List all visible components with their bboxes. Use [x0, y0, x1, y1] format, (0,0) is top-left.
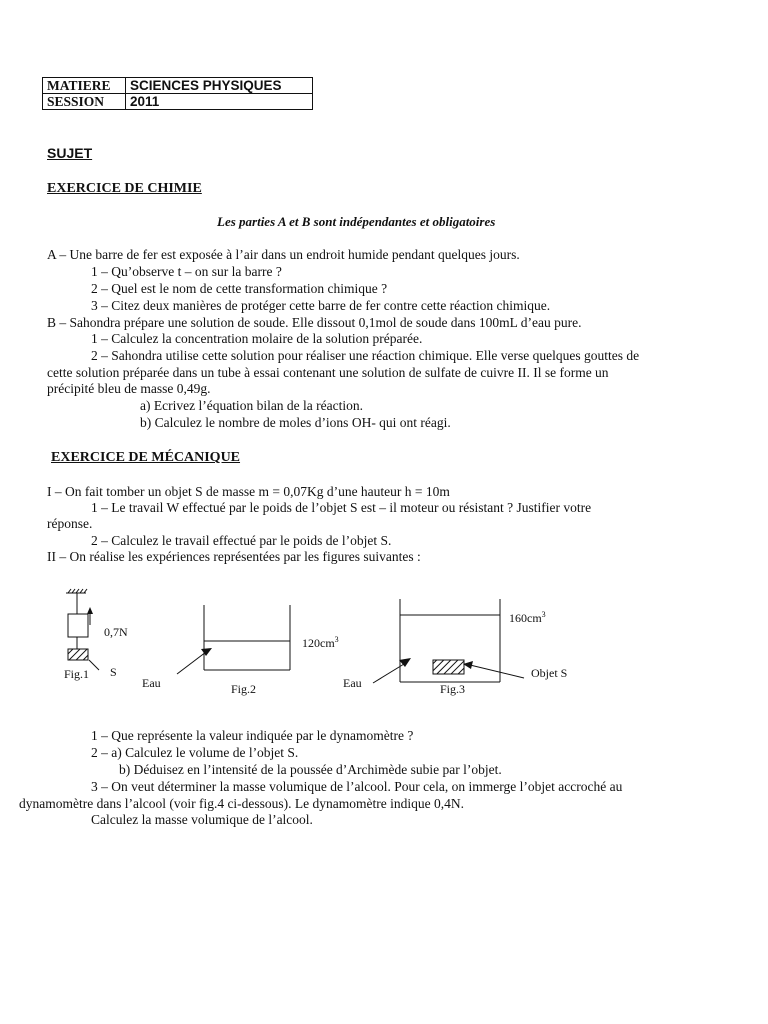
- chimie-line-b2a: a) Ecrivez l’équation bilan de la réaction.: [140, 398, 364, 413]
- fig1-caption: Fig.1: [64, 667, 90, 681]
- fig3-water-label: Eau: [343, 676, 362, 690]
- fig1-dynamometer: [66, 589, 99, 670]
- fig2-water-label: Eau: [142, 676, 161, 690]
- meca-question-2a: 2 – a) Calculez le volume de l’objet S.: [91, 745, 299, 760]
- chimie-title: EXERCICE DE CHIMIE: [47, 181, 202, 196]
- chimie-line-a3: 3 – Citez deux manières de protéger cette barre de fer contre cette réaction chimique.: [91, 298, 551, 313]
- fig1-object-label: S: [110, 665, 117, 679]
- fig2-caption: Fig.2: [231, 682, 257, 696]
- fig2-beaker: [177, 605, 290, 674]
- meca-question-1: 1 – Que représente la valeur indiquée par le dynamomètre ?: [91, 728, 414, 743]
- meca-question-3: 3 – On veut déterminer la masse volumique de l’alcool. Pour cela, on immerge l’objet accroché au: [91, 779, 623, 794]
- fig2-volume-label: $120cm^3$: [302, 635, 339, 650]
- chimie-line-b1: 1 – Calculez la concentration molaire de la solution préparée.: [91, 331, 423, 346]
- fig3-caption: Fig.3: [440, 682, 466, 696]
- matiere-label: MATIERE: [43, 78, 126, 94]
- fig3-volume-label: $160cm^3$: [509, 610, 546, 625]
- chimie-line-a1: 1 – Qu’observe t – on sur la barre ?: [91, 264, 282, 279]
- session-value: 2011: [126, 94, 313, 110]
- meca-question-3-final: Calculez la masse volumique de l’alcool.: [91, 812, 313, 827]
- meca-line-1: I – On fait tomber un objet S de masse m = 0,07Kg d’une hauteur h = 10m: [47, 484, 450, 499]
- meca-question-3-cont: dynamomètre dans l’alcool (voir fig.4 ci-dessous). Le dynamomètre indique 0,4N.: [19, 796, 465, 811]
- meca-line-1-2: 2 – Calculez le travail effectué par le poids de l’objet S.: [91, 533, 392, 548]
- mecanique-title: EXERCICE DE MÉCANIQUE: [51, 450, 241, 465]
- chimie-note: Les parties A et B sont indépendantes et obligatoires: [217, 214, 496, 229]
- meca-line-2: II – On réalise les expériences représentées par les figures suivantes :: [47, 549, 421, 564]
- chimie-line-a2: 2 – Quel est le nom de cette transformation chimique ?: [91, 281, 388, 296]
- fig3-beaker: [373, 599, 524, 683]
- fig1-force-label: 0,7N: [104, 625, 128, 639]
- chimie-line-b: B – Sahondra prépare une solution de soude. Elle dissout 0,1mol de soude dans 100mL d’eau pure.: [47, 315, 582, 330]
- chimie-line-a: A – Une barre de fer est exposée à l’air dans un endroit humide pendant quelques jours.: [47, 247, 520, 262]
- chimie-line-b2-cont1: cette solution préparée dans un tube à essai contenant une solution de sulfate de cuivre II. Il se forme un: [47, 365, 609, 380]
- fig3-object-label: Objet S: [531, 666, 568, 680]
- chimie-line-b2b: b) Calculez le nombre de moles d’ions OH- qui ont réagi.: [140, 415, 451, 430]
- session-label: SESSION: [43, 94, 126, 110]
- sujet-heading: SUJET: [47, 145, 93, 161]
- matiere-value: SCIENCES PHYSIQUES: [126, 78, 313, 94]
- meca-line-1-1-cont: réponse.: [47, 516, 93, 531]
- chimie-line-b2: 2 – Sahondra utilise cette solution pour réaliser une réaction chimique. Elle verse quelques gouttes de: [91, 348, 640, 363]
- meca-question-2b: b) Déduisez en l’intensité de la poussée d’Archimède subie par l’objet.: [119, 762, 502, 777]
- meca-line-1-1: 1 – Le travail W effectué par le poids de l’objet S est – il moteur ou résistant ? Justifier votre: [91, 500, 592, 515]
- chimie-line-b2-cont2: précipité bleu de masse 0,49g.: [47, 381, 211, 396]
